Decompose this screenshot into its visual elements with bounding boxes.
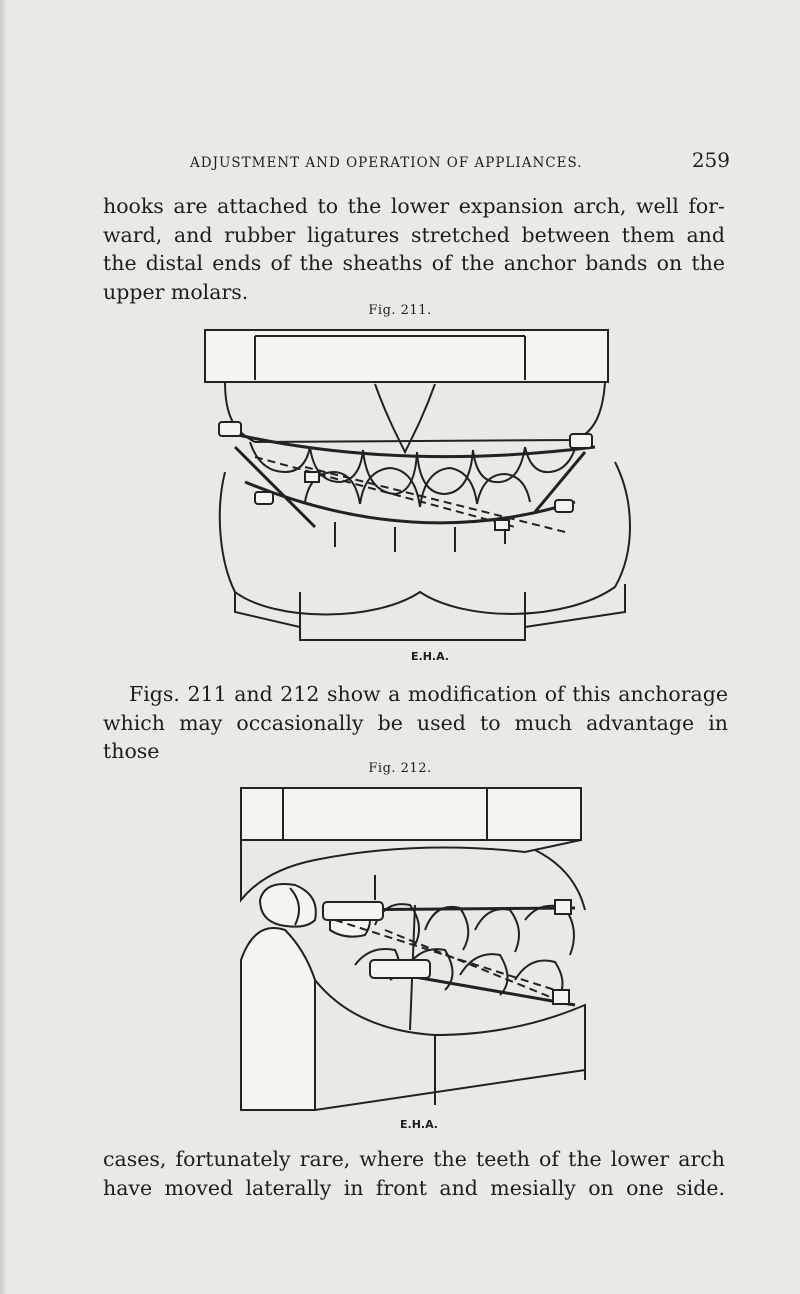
paragraph-bottom (103, 1145, 725, 1202)
text-line: upper molars. (103, 279, 249, 304)
text-line: the distal ends of the sheaths of the anchor bands on the (103, 251, 725, 275)
text-line: which may occasionally be used to much advantage in those (103, 710, 728, 763)
text-line: cases, fortunately rare, where the teeth of the lower arch (103, 1147, 725, 1171)
paragraph-middle (103, 680, 728, 766)
figure-211-caption: Fig. 211. (368, 303, 432, 318)
page-number: 259 (691, 148, 730, 172)
text-line: Figs. 211 and 212 show a modification of this anchorage (129, 682, 728, 706)
figure-212-credit: E.H.A. (400, 1118, 438, 1131)
figure-211-illustration (195, 322, 645, 652)
page-edge-shadow (0, 0, 8, 1294)
figure-212-caption: Fig. 212. (368, 761, 432, 776)
text-line: have moved laterally in front and mesially on one side. (103, 1175, 725, 1200)
running-head-title: ADJUSTMENT AND OPERATION OF APPLIANCES. (190, 155, 583, 171)
text-line: hooks are attached to the lower expansion arch, well for- (103, 194, 725, 218)
figure-211-credit: E.H.A. (411, 650, 449, 663)
paragraph-top (103, 192, 725, 306)
text-line: ward, and rubber ligatures stretched between them and (103, 222, 725, 247)
figure-212-illustration (235, 780, 595, 1120)
running-head (190, 148, 730, 172)
